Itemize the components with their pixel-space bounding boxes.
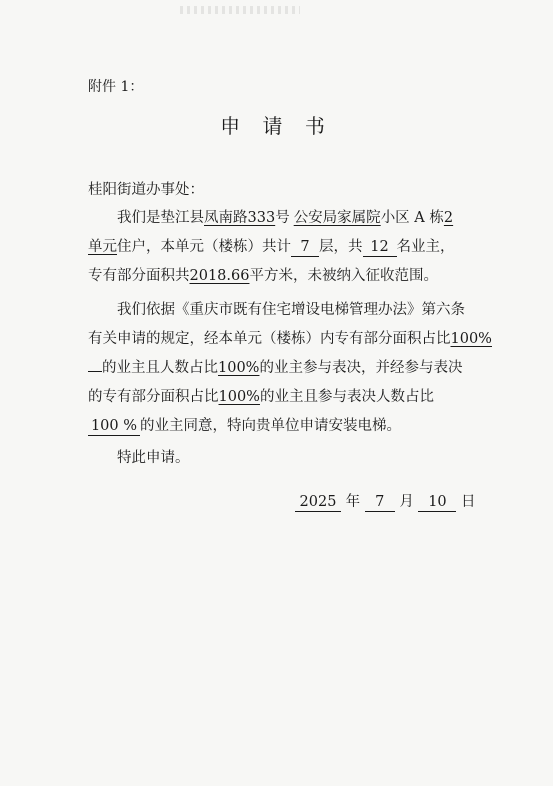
text-segment: 有关申请的规定，经本单元（楼栋）内专有部分面积占比 bbox=[88, 331, 451, 347]
text-segment: 小区 A 栋 bbox=[380, 210, 444, 226]
vote-people-ratio: 100 % bbox=[88, 417, 140, 436]
para1-line2 bbox=[88, 233, 488, 262]
street-number: 333 bbox=[247, 210, 276, 226]
owners-count: 12 bbox=[363, 238, 397, 257]
document-title: 申 请 书 bbox=[220, 114, 333, 138]
text-segment: 的业主参与表决，并经参与表决 bbox=[259, 360, 463, 376]
text-segment: 专有部分面积共 bbox=[88, 268, 190, 284]
text-segment: 层，共 bbox=[319, 239, 363, 255]
text-segment: 名业主， bbox=[396, 239, 455, 255]
compound-name: 公安局家属院 bbox=[293, 210, 381, 226]
area-value: 2018.66 bbox=[189, 268, 250, 284]
para2-line3 bbox=[88, 354, 488, 383]
date-month: 7 bbox=[365, 493, 395, 512]
text-segment: 的业主且参与表决人数占比 bbox=[259, 389, 434, 405]
text-segment: 的业主同意，特向贵单位申请安装电梯。 bbox=[140, 418, 401, 434]
text-segment: 的业主且人数占比 bbox=[102, 360, 218, 376]
para1-line3 bbox=[88, 262, 488, 291]
para2-line5 bbox=[88, 412, 488, 441]
blank-underline bbox=[88, 371, 102, 372]
date-day: 10 bbox=[418, 493, 456, 512]
text-segment: 住户，本单元（楼栋）共计 bbox=[117, 239, 291, 255]
paragraph-legal-basis bbox=[88, 296, 492, 441]
area-ratio: 100% bbox=[450, 331, 492, 347]
attachment-label: 附件 1： bbox=[88, 79, 144, 95]
text-segment: 的专有部分面积占比 bbox=[88, 389, 219, 405]
street-name: 凤南路 bbox=[204, 210, 248, 226]
floors-count: 7 bbox=[291, 238, 319, 257]
para2-line4 bbox=[88, 383, 488, 412]
text-segment: 平方米，未被纳入征收范围。 bbox=[249, 268, 438, 284]
year-label: 年 bbox=[345, 494, 361, 510]
paragraph-residence-info bbox=[88, 204, 488, 291]
vote-area-ratio: 100% bbox=[218, 389, 260, 405]
closing-text: 特此申请。 bbox=[117, 450, 190, 466]
para1-line1 bbox=[88, 204, 488, 233]
building-unit-number: 2 bbox=[443, 210, 454, 226]
addressee: 桂阳街道办事处： bbox=[88, 182, 204, 198]
unit-label: 单元 bbox=[88, 239, 117, 255]
scan-artifact bbox=[180, 6, 300, 14]
month-label: 月 bbox=[399, 494, 414, 510]
day-label: 日 bbox=[461, 494, 476, 510]
date-year: 2025 bbox=[295, 493, 341, 512]
para2-line2 bbox=[88, 325, 492, 354]
signature-date bbox=[295, 490, 476, 512]
text-segment: 我们是垫江县 bbox=[117, 210, 204, 226]
closing-statement bbox=[88, 444, 488, 473]
text-segment: 号 bbox=[275, 210, 290, 226]
people-ratio: 100% bbox=[218, 360, 260, 376]
para2-line1: 我们依据《重庆市既有住宅增设电梯管理办法》第六条 bbox=[117, 302, 465, 318]
